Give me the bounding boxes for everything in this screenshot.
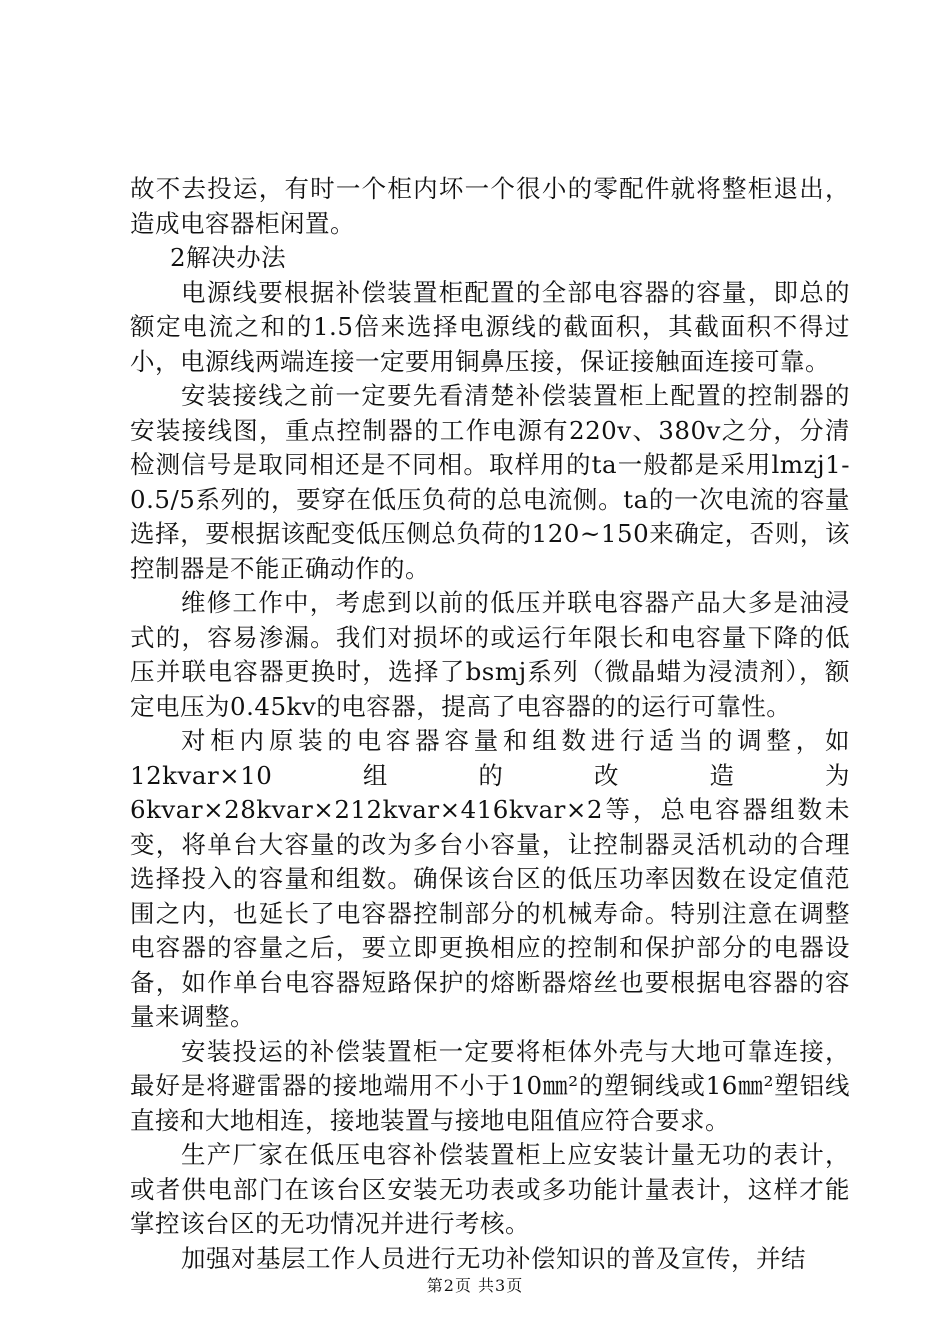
paragraph-capacitor-replacement: 维修工作中，考虑到以前的低压并联电容器产品大多是油浸式的，容易渗漏。我们对损坏的或运行年限长和电容量下降的低压并联电容器更换时，选择了bsmj系列（微晶蜡为浸渍剂），额定电压为0.45kv的电容器，提高了电容器的的运行可靠性。 [130,588,850,721]
paragraph-power-cable: 电源线要根据补偿装置柜配置的全部电容器的容量，即总的额定电流之和的1.5倍来选择电源线的截面积，其截面积不得过小，电源线两端连接一定要用铜鼻压接，保证接触面连接可靠。 [130,277,850,376]
document-body [130,172,850,1276]
section-heading: 2解决办法 [170,243,287,272]
paragraph-continuation: 故不去投运，有时一个柜内坏一个很小的零配件就将整柜退出，造成电容器柜闲置。 [130,174,850,238]
paragraph-controller-wiring: 安装接线之前一定要先看清楚补偿装置柜上配置的控制器的安装接线图，重点控制器的工作电源有220v、380v之分，分清检测信号是取同相还是不同相。取样用的ta一般都是采用lmzj1-0.5/5系列的，要穿在低压负荷的总电流侧。ta的一次电流的容量选择，要根据该配变低压侧总负荷的120~150来确定，否则，该控制器是不能正确动作的。 [130,381,850,583]
page-number-footer: 第2页 共3页 [426,1276,524,1295]
paragraph-grounding: 安装投运的补偿装置柜一定要将柜体外壳与大地可靠连接，最好是将避雷器的接地端用不小于10㎜²的塑铜线或16㎜²塑铝线直接和大地相连，接地装置与接地电阻值应符合要求。 [130,1036,850,1135]
paragraph-training: 加强对基层工作人员进行无功补偿知识的普及宣传，并结 [181,1243,806,1273]
paragraph-metering: 生产厂家在低压电容补偿装置柜上应安装计量无功的表计，或者供电部门在该台区安装无功表或多功能计量表计，这样才能掌控该台区的无功情况并进行考核。 [130,1140,850,1238]
paragraph-capacity-adjustment: 对柜内原装的电容器容量和组数进行适当的调整，如12kvar×10组的改造为6kvar×28kvar×212kvar×416kvar×2等，总电容器组数未变，将单台大容量的改为多台小容量，让控制器灵活机动的合理选择投入的容量和组数。确保该台区的低压功率因数在设定值范围之内，也延长了电容器控制部分的机械寿命。特别注意在调整电容器的容量之后，要立即更换相应的控制和保护部分的电器设备，如作单台电容器短路保护的熔断器熔丝也要根据电容器的容量来调整。 [130,726,850,1031]
